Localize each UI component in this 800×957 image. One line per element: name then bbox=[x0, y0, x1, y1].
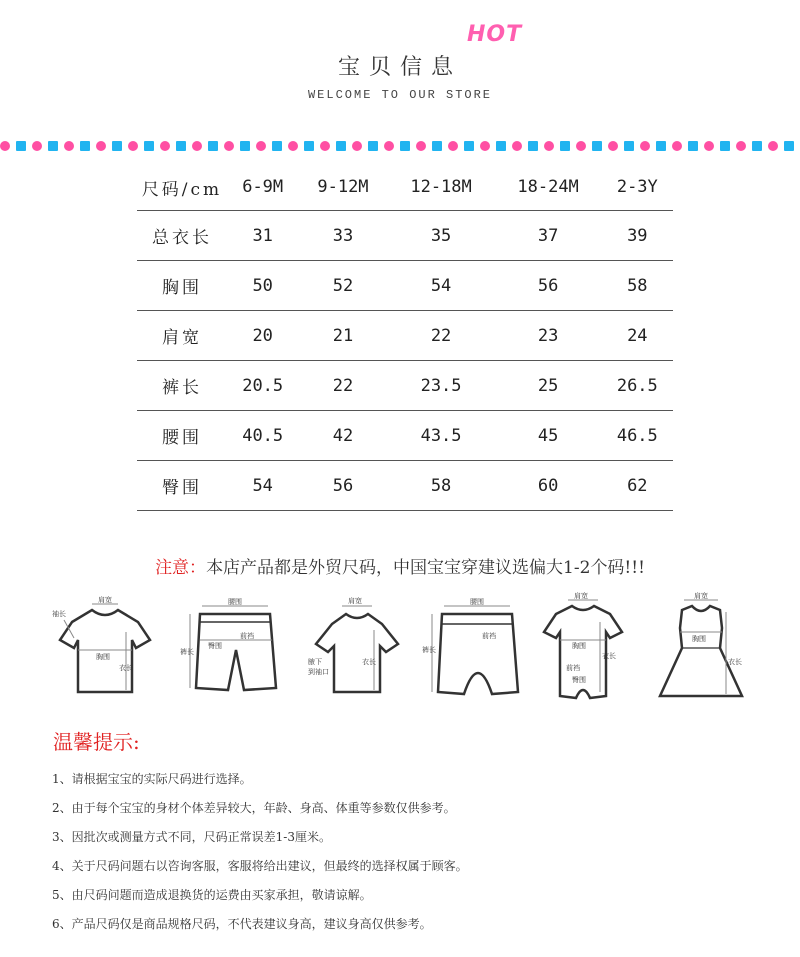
pink-dot bbox=[0, 141, 10, 151]
hot-badge: HOT bbox=[467, 22, 523, 47]
tip-item: 4、关于尺码问题右以咨询客服，客服将给出建议，但最终的选择权属于顾客。 bbox=[52, 859, 468, 873]
garment-label: 臀围 bbox=[572, 676, 586, 684]
row-label: 肩宽 bbox=[137, 311, 227, 361]
table-cell: 60 bbox=[495, 461, 602, 511]
table-cell: 22 bbox=[388, 311, 495, 361]
blue-square bbox=[528, 141, 538, 151]
garment-label: 胸围 bbox=[572, 642, 586, 650]
tips-list bbox=[52, 769, 468, 943]
table-cell: 22 bbox=[298, 361, 387, 411]
table-cell: 54 bbox=[388, 261, 495, 311]
blue-square bbox=[80, 141, 90, 151]
column-header: 18-24M bbox=[495, 164, 602, 211]
pink-dot bbox=[192, 141, 202, 151]
table-cell: 20.5 bbox=[227, 361, 298, 411]
table-row bbox=[137, 461, 673, 511]
garment-label: 腰围 bbox=[470, 598, 484, 606]
t-shirt-diagram bbox=[50, 592, 160, 702]
pink-dot bbox=[384, 141, 394, 151]
size-notice bbox=[0, 553, 800, 578]
column-header: 2-3Y bbox=[602, 164, 673, 211]
garment-label: 臀围 bbox=[208, 642, 222, 650]
table-cell: 56 bbox=[298, 461, 387, 511]
table-cell: 54 bbox=[227, 461, 298, 511]
table-cell: 50 bbox=[227, 261, 298, 311]
table-cell: 56 bbox=[495, 261, 602, 311]
row-label: 裤长 bbox=[137, 361, 227, 411]
garment-label: 腰围 bbox=[228, 598, 242, 606]
tip-item: 1、请根据宝宝的实际尺码进行选择。 bbox=[52, 772, 252, 786]
garment-label: 衣长 bbox=[728, 658, 742, 666]
size-table bbox=[137, 164, 673, 511]
blue-square bbox=[432, 141, 442, 151]
pink-dot bbox=[256, 141, 266, 151]
blue-square bbox=[624, 141, 634, 151]
row-label: 胸围 bbox=[137, 261, 227, 311]
blue-square bbox=[304, 141, 314, 151]
blue-square bbox=[48, 141, 58, 151]
table-row bbox=[137, 311, 673, 361]
table-cell: 25 bbox=[495, 361, 602, 411]
table-cell: 26.5 bbox=[602, 361, 673, 411]
column-header: 尺码/cm bbox=[137, 164, 227, 211]
table-cell: 62 bbox=[602, 461, 673, 511]
dotted-divider bbox=[0, 141, 800, 151]
table-cell: 23.5 bbox=[388, 361, 495, 411]
tip-item: 6、产品尺码仅是商品规格尺码，不代表建议身高，建议身高仅供参考。 bbox=[52, 917, 432, 931]
notice-text: 本店产品都是外贸尺码，中国宝宝穿建议选偏大1-2个码!!! bbox=[206, 558, 645, 578]
raglan-tee-diagram bbox=[302, 592, 412, 702]
blue-square bbox=[16, 141, 26, 151]
garment-label: 胸围 bbox=[692, 635, 706, 643]
blue-square bbox=[656, 141, 666, 151]
pink-dot bbox=[672, 141, 682, 151]
long-shorts-diagram bbox=[422, 592, 532, 702]
pink-dot bbox=[480, 141, 490, 151]
table-cell: 24 bbox=[602, 311, 673, 361]
garment-label: 衣长 bbox=[119, 664, 133, 672]
romper-diagram bbox=[528, 592, 638, 707]
table-cell: 43.5 bbox=[388, 411, 495, 461]
column-header: 6-9M bbox=[227, 164, 298, 211]
table-cell: 20 bbox=[227, 311, 298, 361]
garment-measurement-diagrams bbox=[50, 592, 750, 707]
garment-label: 肩宽 bbox=[98, 596, 112, 604]
header bbox=[0, 0, 800, 130]
garment-label: 前裆 bbox=[240, 632, 254, 640]
table-cell: 52 bbox=[298, 261, 387, 311]
table-cell: 42 bbox=[298, 411, 387, 461]
table-row bbox=[137, 361, 673, 411]
pink-dot bbox=[448, 141, 458, 151]
blue-square bbox=[592, 141, 602, 151]
table-row bbox=[137, 211, 673, 261]
garment-label: 前裆 bbox=[566, 664, 580, 672]
notice-prefix: 注意： bbox=[155, 558, 207, 578]
pink-dot bbox=[320, 141, 330, 151]
table-cell: 21 bbox=[298, 311, 387, 361]
pink-dot bbox=[128, 141, 138, 151]
garment-label: 衣长 bbox=[362, 658, 376, 666]
blue-square bbox=[688, 141, 698, 151]
blue-square bbox=[496, 141, 506, 151]
table-cell: 35 bbox=[388, 211, 495, 261]
pink-dot bbox=[352, 141, 362, 151]
garment-label: 肩宽 bbox=[574, 592, 588, 600]
table-cell: 31 bbox=[227, 211, 298, 261]
garment-label: 裤长 bbox=[422, 646, 436, 654]
table-cell: 23 bbox=[495, 311, 602, 361]
garment-label: 裤长 bbox=[180, 648, 194, 656]
blue-square bbox=[176, 141, 186, 151]
pink-dot bbox=[32, 141, 42, 151]
blue-square bbox=[784, 141, 794, 151]
pink-dot bbox=[96, 141, 106, 151]
table-cell: 46.5 bbox=[602, 411, 673, 461]
row-label: 腰围 bbox=[137, 411, 227, 461]
blue-square bbox=[112, 141, 122, 151]
page-subtitle: WELCOME TO OUR STORE bbox=[307, 88, 493, 102]
blue-square bbox=[336, 141, 346, 151]
pink-dot bbox=[64, 141, 74, 151]
blue-square bbox=[752, 141, 762, 151]
table-cell: 33 bbox=[298, 211, 387, 261]
blue-square bbox=[208, 141, 218, 151]
garment-label: 腋下 bbox=[308, 658, 322, 666]
pink-dot bbox=[576, 141, 586, 151]
pink-dot bbox=[416, 141, 426, 151]
column-header: 12-18M bbox=[388, 164, 495, 211]
table-row bbox=[137, 411, 673, 461]
garment-label: 袖长 bbox=[52, 610, 66, 618]
table-header-row bbox=[137, 164, 673, 211]
row-label: 臀围 bbox=[137, 461, 227, 511]
pink-dot bbox=[608, 141, 618, 151]
column-header: 9-12M bbox=[298, 164, 387, 211]
pink-dot bbox=[768, 141, 778, 151]
blue-square bbox=[400, 141, 410, 151]
garment-label: 到袖口 bbox=[308, 668, 329, 676]
blue-square bbox=[240, 141, 250, 151]
table-row bbox=[137, 261, 673, 311]
table-cell: 39 bbox=[602, 211, 673, 261]
blue-square bbox=[464, 141, 474, 151]
row-label: 总衣长 bbox=[137, 211, 227, 261]
dress-diagram bbox=[646, 592, 756, 707]
pink-dot bbox=[288, 141, 298, 151]
tip-item: 5、由尺码问题而造成退换货的运费由买家承担，敬请谅解。 bbox=[52, 888, 372, 902]
pink-dot bbox=[704, 141, 714, 151]
table-cell: 45 bbox=[495, 411, 602, 461]
tips-title: 温馨提示: bbox=[53, 730, 140, 754]
page-title: 宝贝信息 bbox=[337, 55, 462, 80]
pink-dot bbox=[640, 141, 650, 151]
table-cell: 40.5 bbox=[227, 411, 298, 461]
tip-item: 2、由于每个宝宝的身材个体差异较大，年龄、身高、体重等参数仅供参考。 bbox=[52, 801, 456, 815]
blue-square bbox=[144, 141, 154, 151]
garment-label: 肩宽 bbox=[348, 597, 362, 605]
table-cell: 37 bbox=[495, 211, 602, 261]
pink-dot bbox=[160, 141, 170, 151]
shorts-diagram bbox=[178, 592, 288, 702]
garment-label: 衣长 bbox=[602, 652, 616, 660]
blue-square bbox=[272, 141, 282, 151]
garment-label: 胸围 bbox=[96, 653, 110, 661]
pink-dot bbox=[544, 141, 554, 151]
tip-item: 3、因批次或测量方式不同，尺码正常误差1-3厘米。 bbox=[52, 830, 331, 844]
blue-square bbox=[560, 141, 570, 151]
garment-label: 肩宽 bbox=[694, 592, 708, 600]
pink-dot bbox=[736, 141, 746, 151]
pink-dot bbox=[512, 141, 522, 151]
blue-square bbox=[720, 141, 730, 151]
table-cell: 58 bbox=[388, 461, 495, 511]
table-cell: 58 bbox=[602, 261, 673, 311]
blue-square bbox=[368, 141, 378, 151]
garment-label: 前裆 bbox=[482, 632, 496, 640]
pink-dot bbox=[224, 141, 234, 151]
